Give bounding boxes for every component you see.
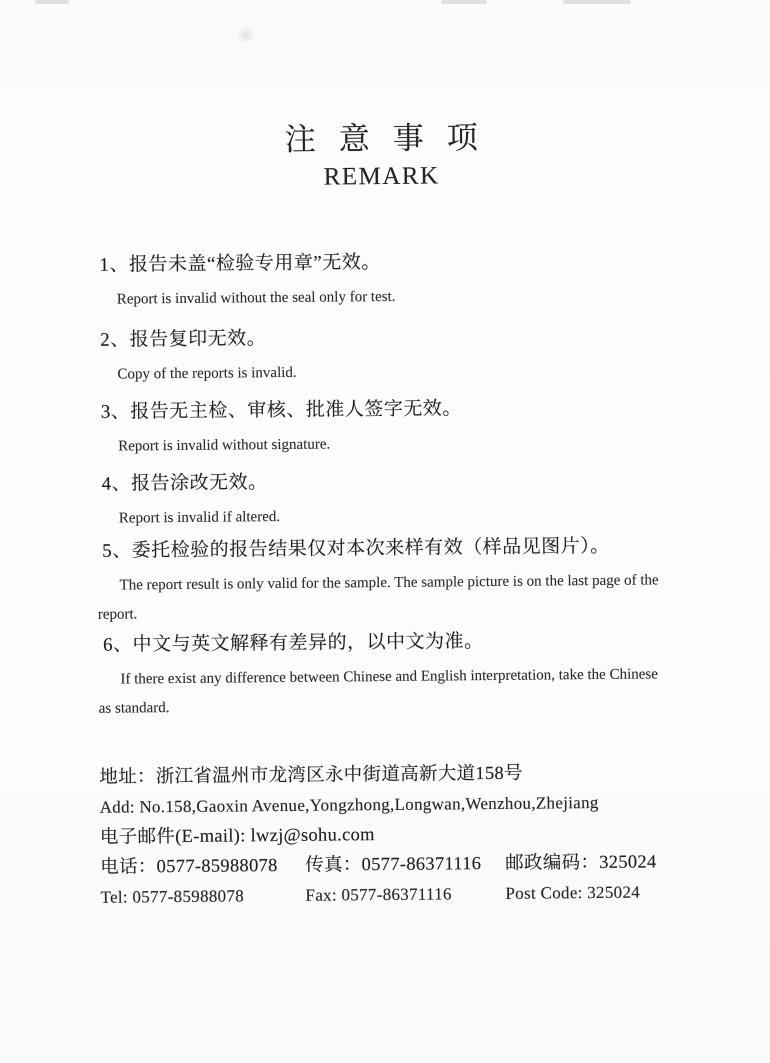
remark-item-4-chinese: 4、报告涂改无效。 [101,472,268,495]
address-english: Add: No.158,Gaoxin Avenue,Yongzhong,Longwan,Wenzhou,Zhejiang [99,792,599,817]
remark-item-6-english-line2: as standard. [98,700,170,717]
remark-item-4 [96,466,697,534]
contact-row-chinese [100,847,740,883]
telephone-english: Tel: 0577-85988078 [100,886,245,907]
remark-item-1 [94,247,695,315]
fax-chinese: 传真：0577-86371116 [305,854,482,876]
remark-item-4-english: Report is invalid if altered. [118,509,281,527]
remark-item-5 [97,533,698,630]
postcode-chinese: 邮政编码：325024 [505,852,657,874]
remark-item-5-english-line2: report. [97,606,138,623]
remark-item-3-english: Report is invalid without signature. [118,436,331,455]
remark-list [94,247,698,724]
remark-item-6-english-line1: If there exist any difference between Chinese and English interpretation, take the Chinese [120,666,658,688]
remark-item-5-chinese: 5、委托检验的报告结果仅对本次来样有效（样品见图片）。 [102,535,610,562]
page-title-chinese-text: 注意事项 [284,119,501,157]
telephone-chinese: 电话：0577-85988078 [100,856,278,878]
page-title-english: REMARK [323,162,440,191]
address-chinese: 地址：浙江省温州市龙湾区永中街道高新大道158号 [99,763,523,788]
contact-row-english [100,877,740,913]
remark-item-2 [95,322,696,390]
remark-item-2-english: Copy of the reports is invalid. [117,364,297,383]
page-title-chinese [0,109,766,161]
remark-item-3-chinese: 3、报告无主检、审核、批准人签字无效。 [100,398,462,423]
remark-item-5-english-line1: The report result is only valid for the sample. The sample picture is on the last page of the [119,572,659,594]
email-line: 电子邮件(E-mail): lwzj@sohu.com [99,825,375,848]
remark-item-6-chinese: 6、中文与英文解释有差异的，以中文为准。 [102,631,484,656]
remark-item-1-english: Report is invalid without the seal only for test. [116,288,396,308]
remark-item-3 [96,394,697,462]
remark-item-6 [98,627,699,724]
contact-block [99,757,740,913]
fax-english: Fax: 0577-86371116 [305,884,452,905]
postcode-english: Post Code: 325024 [505,882,641,903]
remark-item-2-chinese: 2、报告复印无效。 [100,328,267,351]
remark-item-1-chinese: 1、报告未盖“检验专用章”无效。 [99,252,381,276]
